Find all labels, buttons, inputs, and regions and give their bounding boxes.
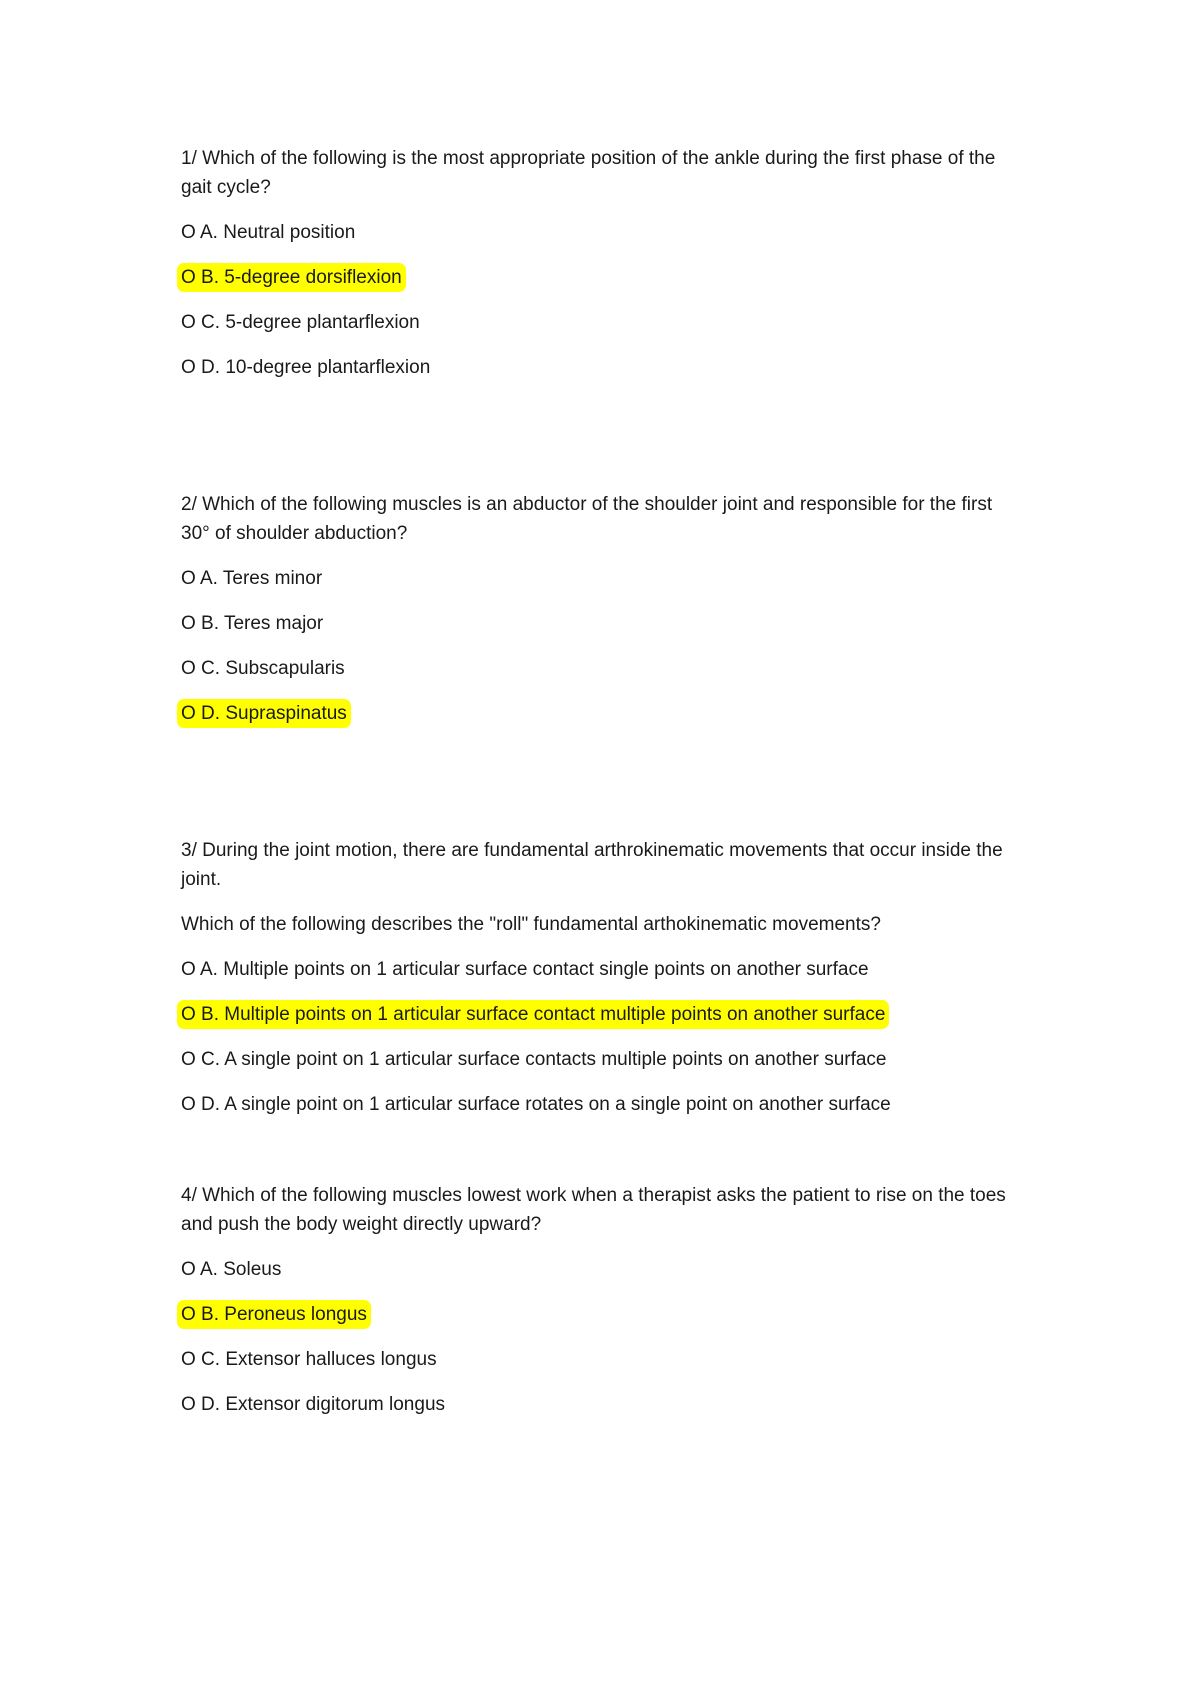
option-text: O A. Multiple points on 1 articular surface contact single points on another surface bbox=[181, 959, 869, 980]
answer-option-c bbox=[181, 654, 1021, 683]
answer-options bbox=[181, 218, 1021, 382]
answer-option-d bbox=[181, 1090, 1021, 1119]
answer-option-b bbox=[181, 1000, 1021, 1029]
answer-option-c bbox=[181, 308, 1021, 337]
answer-option-b bbox=[181, 263, 1021, 292]
answer-option-b bbox=[181, 1300, 1021, 1329]
option-text: O A. Teres minor bbox=[181, 568, 323, 589]
answer-options bbox=[181, 564, 1021, 728]
question-prompt: 2/ Which of the following muscles is an abductor of the shoulder joint and responsible for the first 30° of shoulder abduction? bbox=[181, 494, 993, 544]
answer-option-a bbox=[181, 1255, 1021, 1284]
option-text: O C. A single point on 1 articular surface contacts multiple points on another surface bbox=[181, 1049, 887, 1070]
option-text: O C. 5-degree plantarflexion bbox=[181, 312, 420, 333]
option-text: O B. Teres major bbox=[181, 613, 324, 634]
answer-options bbox=[181, 955, 1021, 1119]
question-prompt: 3/ During the joint motion, there are fundamental arthrokinematic movements that occur inside the joint. bbox=[181, 840, 1003, 890]
option-text: O A. Soleus bbox=[181, 1259, 282, 1280]
question-1 bbox=[181, 144, 1021, 398]
answer-option-a bbox=[181, 564, 1021, 593]
answer-option-b bbox=[181, 609, 1021, 638]
question-prompt: 4/ Which of the following muscles lowest work when a therapist asks the patient to rise on the toes and push the body weight directly upward? bbox=[181, 1185, 1006, 1235]
answer-option-c bbox=[181, 1045, 1021, 1074]
question-3 bbox=[181, 836, 1021, 1135]
question-subprompt: Which of the following describes the "roll" fundamental arthokinematic movements? bbox=[181, 914, 881, 935]
answer-options bbox=[181, 1255, 1021, 1419]
highlighted-answer: O B. 5-degree dorsiflexion bbox=[177, 263, 406, 292]
question-prompt: 1/ Which of the following is the most appropriate position of the ankle during the first phase of the gait cycle? bbox=[181, 148, 996, 198]
option-text: O D. 10-degree plantarflexion bbox=[181, 357, 431, 378]
option-text: O C. Subscapularis bbox=[181, 658, 345, 679]
answer-option-a bbox=[181, 955, 1021, 984]
highlighted-answer: O B. Multiple points on 1 articular surface contact multiple points on another surface bbox=[177, 1000, 889, 1029]
option-text: O D. A single point on 1 articular surface rotates on a single point on another surface bbox=[181, 1094, 891, 1115]
answer-option-a bbox=[181, 218, 1021, 247]
option-text: O A. Neutral position bbox=[181, 222, 356, 243]
highlighted-answer: O B. Peroneus longus bbox=[177, 1300, 371, 1329]
answer-option-c bbox=[181, 1345, 1021, 1374]
answer-option-d bbox=[181, 353, 1021, 382]
answer-option-d bbox=[181, 1390, 1021, 1419]
answer-option-d bbox=[181, 699, 1021, 728]
highlighted-answer: O D. Supraspinatus bbox=[177, 699, 351, 728]
question-4 bbox=[181, 1181, 1021, 1435]
question-2 bbox=[181, 490, 1021, 744]
option-text: O C. Extensor halluces longus bbox=[181, 1349, 437, 1370]
option-text: O D. Extensor digitorum longus bbox=[181, 1394, 446, 1415]
